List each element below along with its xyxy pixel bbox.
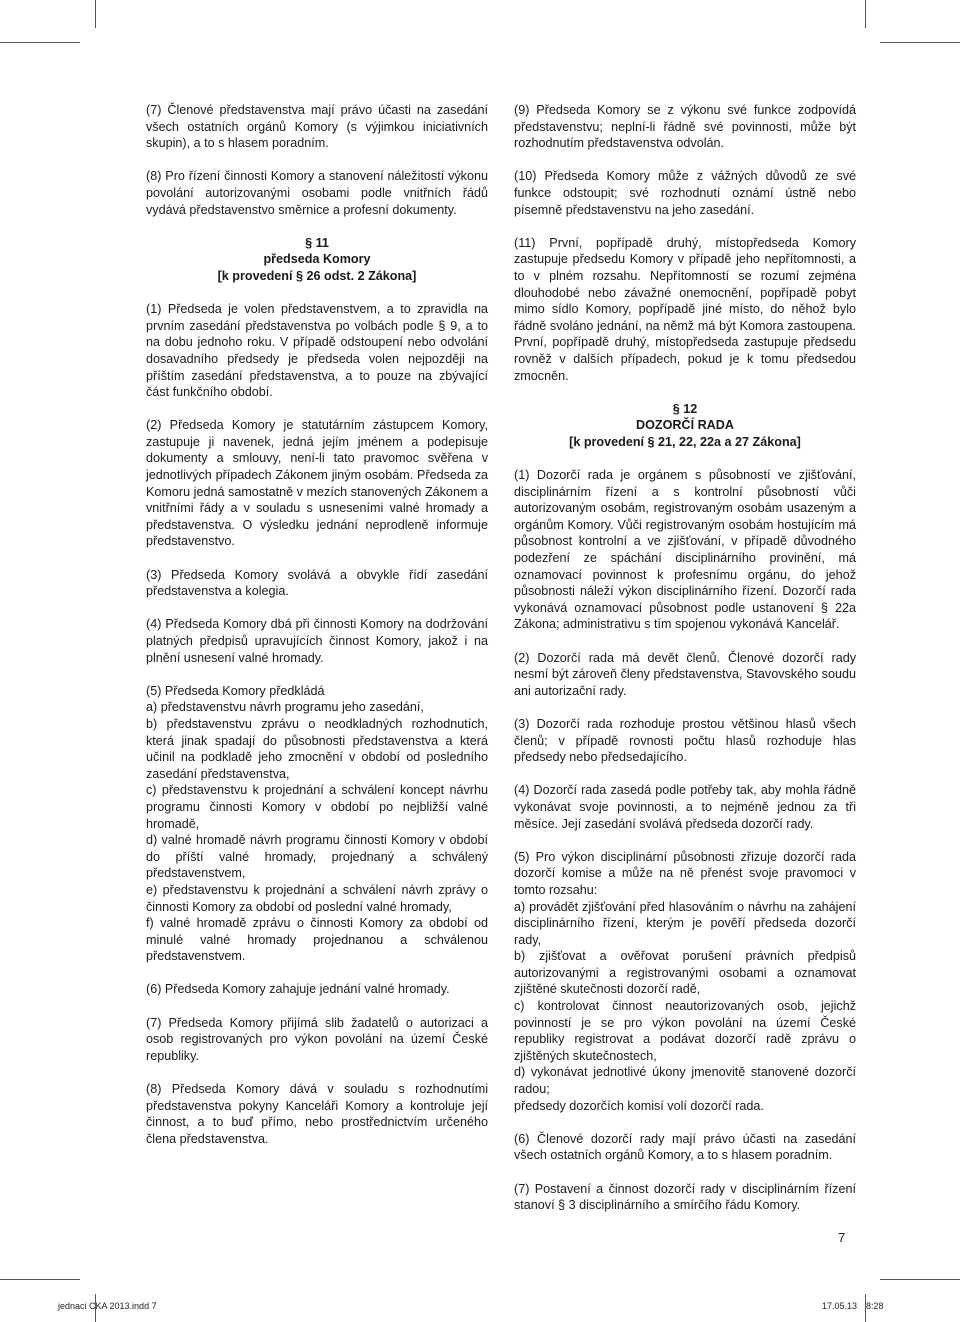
list-item: d) vykonávat jednotlivé úkony jmenovitě stanovené dozorčí radou; bbox=[514, 1065, 856, 1097]
s11-paragraph-7: (7) Předseda Komory přijímá slib žadatelů o autorizaci a osob registrovaných pro výkon povolání na území České republiky. bbox=[146, 1015, 488, 1063]
list-item: f) valné hromadě zprávu o činnosti Komory za období od minulé valné hromady projednanou a schválenou představenstvem. bbox=[146, 916, 488, 964]
paragraph-8: (8) Pro řízení činnosti Komory a stanovení náležitostí výkonu povolání autorizovanými osobami podle vnitřních řádů vydává představenstvo směrnice a profesní dokumenty. bbox=[146, 169, 488, 217]
list-item: a) představenstvu návrh programu jeho zasedání, bbox=[146, 700, 424, 715]
crop-mark bbox=[0, 42, 80, 43]
section-reference: [k provedení § 21, 22, 22a a 27 Zákona] bbox=[569, 434, 801, 449]
crop-mark bbox=[880, 1279, 960, 1280]
s11-paragraph-8: (8) Předseda Komory dává v souladu s rozhodnutími představenstva pokyny Kanceláři Komory a kontroluje její činnost, a to buď přímo, nebo prostřednictvím určeného člena představenstva. bbox=[146, 1082, 488, 1146]
list-item: c) kontrolovat činnost neautorizovaných osob, jejichž povinností je se pro výkon povolání na území České republiky registrovat a podávat dozorčí radě zprávu o zjištěných skutečnostech, bbox=[514, 999, 856, 1063]
list-intro: (5) Pro výkon disciplinární působnosti zřizuje dozorčí rada dozorčí komise a může na ně přenést svoje pravomoci v tomto rozsahu: bbox=[514, 849, 856, 897]
list-item: b) představenstvu zprávu o neodkladných rozhodnutích, která jinak spadají do působnosti představenstva a která učinil na podkladě jeho zmocnění v období od posledního zasedání představenstva, bbox=[146, 716, 488, 781]
section-reference: [k provedení § 26 odst. 2 Zákona] bbox=[217, 268, 417, 283]
section-number: § 12 bbox=[672, 401, 698, 416]
crop-mark bbox=[865, 0, 866, 28]
s11-paragraph-11: (11) První, popřípadě druhý, místopředseda Komory zastupuje předsedu Komory v případě jeho nepřítomnosti, a to v plném rozsahu. Nepřítomností se rozumí zejména dlouhodobé nebo závažné onemocnění, popřípadě pobyt mimo sídlo Komory, popřípadě jiné místo, do něhož bylo řádně svoláno jednání, na němž má být Komora zastoupena. První, popřípadě druhý, místopředseda zastupuje předsedu rovněž v dalších případech, pokud je k tomu předsedou zmocněn. bbox=[514, 235, 856, 383]
slug-date: 17.05.13 bbox=[822, 1301, 858, 1311]
section-title: DOZORČÍ RADA bbox=[636, 418, 734, 433]
s11-paragraph-6: (6) Předseda Komory zahajuje jednání valné hromady. bbox=[146, 982, 450, 997]
list-item: e) představenstvu k projednání a schválení návrh zprávy o činnosti Komory za období od poslední valné hromady, bbox=[146, 882, 488, 914]
section-11-heading bbox=[146, 235, 488, 285]
left-column bbox=[146, 102, 488, 1164]
s12-paragraph-5 bbox=[514, 849, 856, 1115]
list-item: a) provádět zjišťování před hlasováním o návrhu na zahájení disciplinárního řízení, kterým je pověří předseda dozorčí rady, bbox=[514, 899, 856, 947]
crop-mark bbox=[880, 42, 960, 43]
list-item: c) představenstvu k projednání a schválení koncept návrhu programu činnosti Komory v období po nejbližší valné hromadě, bbox=[146, 783, 488, 831]
s11-paragraph-9: (9) Předseda Komory se z výkonu své funkce zodpovídá představenstvu; neplní-li řádně své povinnosti, může být rozhodnutím představenstva odvolán. bbox=[514, 103, 856, 151]
section-title: předseda Komory bbox=[263, 252, 371, 267]
crop-mark bbox=[95, 0, 96, 28]
section-number: § 11 bbox=[305, 235, 329, 250]
section-12-heading bbox=[514, 401, 856, 451]
s11-paragraph-10: (10) Předseda Komory může z vážných důvodů ze své funkce odstoupit; své rozhodnutí oznámí ústně nebo písemně představenstvu na jeho zasedání. bbox=[514, 169, 856, 217]
right-column bbox=[514, 102, 856, 1230]
slug-file: jednaci CKA 2013.indd 7 bbox=[58, 1301, 157, 1311]
s11-paragraph-3: (3) Předseda Komory svolává a obvykle řídí zasedání představenstva a kolegia. bbox=[146, 567, 488, 599]
crop-mark bbox=[0, 1279, 80, 1280]
paragraph-7: (7) Členové představenstva mají právo účasti na zasedání všech ostatních orgánů Komory (s výjimkou iniciativních skupin), a to s hlasem poradním. bbox=[146, 103, 488, 151]
s11-paragraph-2: (2) Předseda Komory je statutárním zástupcem Komory, zastupuje ji navenek, jedná jejím jménem a podepisuje dokumenty a smlouvy, není-li tato pravomoc svěřena v jednotlivých případech Zákonem jiným osobám. Předseda za Komoru jedná samostatně v mezích stanovených Zákonem a vnitřními řády a v souladu s usneseními valné hromady a představenstva. O výsledku jednání neprodleně informuje představenstvo. bbox=[146, 418, 488, 549]
s12-paragraph-7: (7) Postavení a činnost dozorčí rady v disciplinárním řízení stanoví § 3 disciplinárního a smírčího řádu Komory. bbox=[514, 1181, 856, 1213]
list-item: d) valné hromadě návrh programu činnosti Komory v období do příští valné hromady, projednaný a schválený představenstvem, bbox=[146, 833, 488, 881]
s12-paragraph-3: (3) Dozorčí rada rozhoduje prostou většinou hlasů všech členů; v případě rovnosti počtu hlasů rozhoduje hlas předsedy nebo předsedajícího. bbox=[514, 716, 856, 765]
page-number: 7 bbox=[838, 1230, 846, 1245]
s12-paragraph-1: (1) Dozorčí rada je orgánem s působností ve zjišťování, disciplinárním řízení a s kontrolní působností vůči autorizovaným osobám, registrovaným osobám usazeným a orgánům Komory. Vůči registrovaným osobám hostujícím má působnost kontrolní a ve zjišťování, v případě důvodného podezření ze spáchání disciplinárního provinění, má oznamovací povinnost k profesnímu orgánu, do jehož působnosti náleží výkon disciplinárního řízení. Dozorčí rada vykonává oznamovací působnost podle ustanovení § 22a Zákona; administrativu s tím spojenou vykonává Kancelář. bbox=[514, 468, 856, 632]
s11-paragraph-4: (4) Předseda Komory dbá při činnosti Komory na dodržování platných předpisů upravujících činnost Komory, jakož i na plnění usnesení valné hromady. bbox=[146, 617, 488, 665]
s11-paragraph-5 bbox=[146, 683, 488, 965]
s12-paragraph-6: (6) Členové dozorčí rady mají právo účasti na zasedání všech ostatních orgánů Komory, a to s hlasem poradním. bbox=[514, 1131, 856, 1163]
s12-paragraph-4: (4) Dozorčí rada zasedá podle potřeby tak, aby mohla řádně vykonávat svoje povinnosti, a to nejméně jednou za tři měsíce. Její zasedání svolává předseda dozorčí rady. bbox=[514, 783, 856, 831]
s11-paragraph-1: (1) Předseda je volen představenstvem, a to zpravidla na prvním zasedání představenstva po volbách podle § 9, a to na dobu jednoho roku. V případě odstoupení nebo odvolání dosavadního předsedy je předseda volen nejpozději na příštím zasedání představenstva, a to pouze na zbývající část funkčního období. bbox=[146, 302, 488, 400]
slug-time: 8:28 bbox=[866, 1301, 884, 1311]
s12-paragraph-2: (2) Dozorčí rada má devět členů. Členové dozorčí rady nesmí být zároveň členy představenstva, Stavovského soudu ani autorizační rady. bbox=[514, 650, 856, 698]
list-item: b) zjišťovat a ověřovat porušení právních předpisů autorizovanými a registrovanými osobami a oznamovat zjištěné skutečnosti dozorčí radě, bbox=[514, 949, 856, 997]
list-item: předsedy dozorčích komisí volí dozorčí rada. bbox=[514, 1098, 764, 1113]
list-intro: (5) Předseda Komory předkládá bbox=[146, 683, 325, 698]
